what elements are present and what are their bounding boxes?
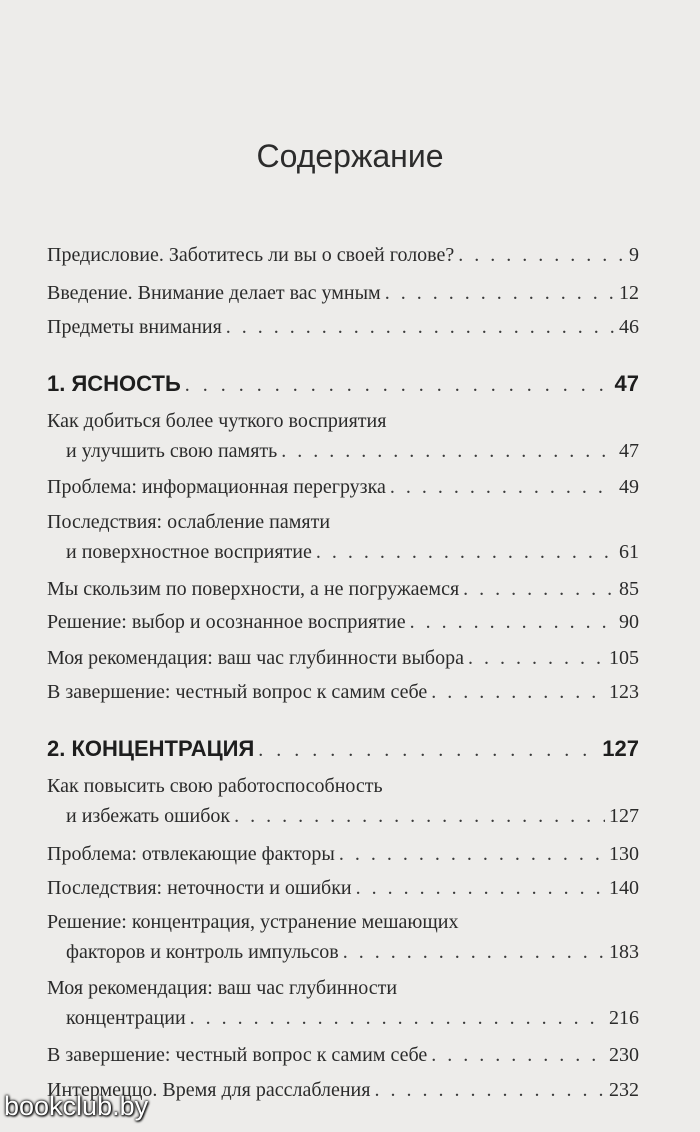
toc-page-number: 61 xyxy=(619,541,639,563)
leader-dots xyxy=(410,607,615,637)
toc-page-number: 49 xyxy=(619,476,639,498)
leader-dots xyxy=(431,677,605,707)
toc-entry xyxy=(47,607,639,637)
toc-entry xyxy=(47,507,639,567)
toc-entry-text: Предисловие. Заботитесь ли вы о своей голове? xyxy=(47,244,455,266)
leader-dots xyxy=(339,839,605,869)
toc-entry xyxy=(47,771,639,831)
leader-dots xyxy=(226,312,615,342)
toc-entry-text: и улучшить свою память xyxy=(66,440,278,462)
toc-section-heading-concentration xyxy=(47,734,639,764)
section-title: 1. ЯСНОСТЬ xyxy=(47,371,181,396)
leader-dots xyxy=(385,278,615,308)
leader-dots xyxy=(190,1003,605,1033)
toc-page-number: 47 xyxy=(614,371,639,396)
toc-entry-text: Решение: концентрация, устранение мешающих xyxy=(47,911,459,933)
leader-dots xyxy=(431,1040,605,1070)
toc-entry-text: Решение: выбор и осознанное восприятие xyxy=(47,611,406,633)
toc-entry-text: Как добиться более чуткого восприятия xyxy=(47,410,387,432)
watermark: bookclub.by xyxy=(4,1091,149,1121)
toc-entry xyxy=(47,677,639,707)
toc-entry xyxy=(47,643,639,673)
toc-entry xyxy=(47,472,639,502)
toc-page-number: 46 xyxy=(619,316,639,338)
toc-page-number: 216 xyxy=(609,1007,639,1029)
toc-entry-text: Как повысить свою работоспособность xyxy=(47,775,383,797)
toc-entry-text: Интермеццо. Время для расслабления xyxy=(47,1079,371,1101)
section-title: 2. КОНЦЕНТРАЦИЯ xyxy=(47,736,255,761)
toc-entry-preface xyxy=(47,240,639,270)
leader-dots xyxy=(468,643,605,673)
leader-dots xyxy=(258,735,598,765)
toc-page-number: 47 xyxy=(619,440,639,462)
toc-page-number: 123 xyxy=(609,681,639,703)
toc-page-number: 127 xyxy=(602,736,639,761)
toc-page-number: 127 xyxy=(609,805,639,827)
toc-entry-text: Моя рекомендация: ваш час глубинности выбора xyxy=(47,647,464,669)
toc-entry-text: и избежать ошибок xyxy=(66,805,231,827)
toc-entry-text: факторов и контроль импульсов xyxy=(66,941,339,963)
toc-entry-text: концентрации xyxy=(66,1007,186,1029)
toc-entry xyxy=(47,973,639,1033)
leader-dots xyxy=(316,537,615,567)
toc-entry-text: Введение. Внимание делает вас умным xyxy=(47,282,381,304)
leader-dots xyxy=(281,436,615,466)
toc-entry xyxy=(47,839,639,869)
leader-dots xyxy=(234,801,605,831)
toc-page-number: 232 xyxy=(609,1079,639,1101)
leader-dots xyxy=(463,574,615,604)
toc-page-number: 140 xyxy=(609,877,639,899)
toc-entry-text: Проблема: отвлекающие факторы xyxy=(47,843,335,865)
toc-page-number: 183 xyxy=(609,941,639,963)
toc-page-number: 105 xyxy=(609,647,639,669)
toc-entry-text: В завершение: честный вопрос к самим себе xyxy=(47,1044,428,1066)
leader-dots xyxy=(343,937,605,967)
toc-entry-text: Мы скользим по поверхности, а не погружаемся xyxy=(47,578,460,600)
toc-entry-text: и поверхностное восприятие xyxy=(66,541,312,563)
contents-title: Содержание xyxy=(256,138,444,174)
leader-dots xyxy=(356,873,605,903)
toc-entry xyxy=(47,1040,639,1070)
toc-page-number: 90 xyxy=(619,611,639,633)
toc-entry-text: Предметы внимания xyxy=(47,316,222,338)
toc-entry xyxy=(47,574,639,604)
toc-entry-text: Последствия: ослабление памяти xyxy=(47,511,331,533)
toc-page-number: 85 xyxy=(619,578,639,600)
toc-entry-text: Проблема: информационная перегрузка xyxy=(47,476,386,498)
toc-page-number: 230 xyxy=(609,1044,639,1066)
toc-section-heading-clarity xyxy=(47,369,639,399)
toc-entry xyxy=(47,907,639,967)
toc-entry-text: Последствия: неточности и ошибки xyxy=(47,877,352,899)
toc-entry-subjects xyxy=(47,312,639,342)
leader-dots xyxy=(374,1075,605,1105)
toc-page-number: 130 xyxy=(609,843,639,865)
toc-entry-text: Моя рекомендация: ваш час глубинности xyxy=(47,977,398,999)
toc-entry-introduction xyxy=(47,278,639,308)
leader-dots xyxy=(390,472,615,502)
toc-entry-text: В завершение: честный вопрос к самим себе xyxy=(47,681,428,703)
toc-entry xyxy=(47,873,639,903)
leader-dots xyxy=(185,370,611,400)
toc-page-number: 9 xyxy=(629,244,639,266)
toc-entry xyxy=(47,406,639,466)
toc-page-number: 12 xyxy=(619,282,639,304)
leader-dots xyxy=(458,240,625,270)
